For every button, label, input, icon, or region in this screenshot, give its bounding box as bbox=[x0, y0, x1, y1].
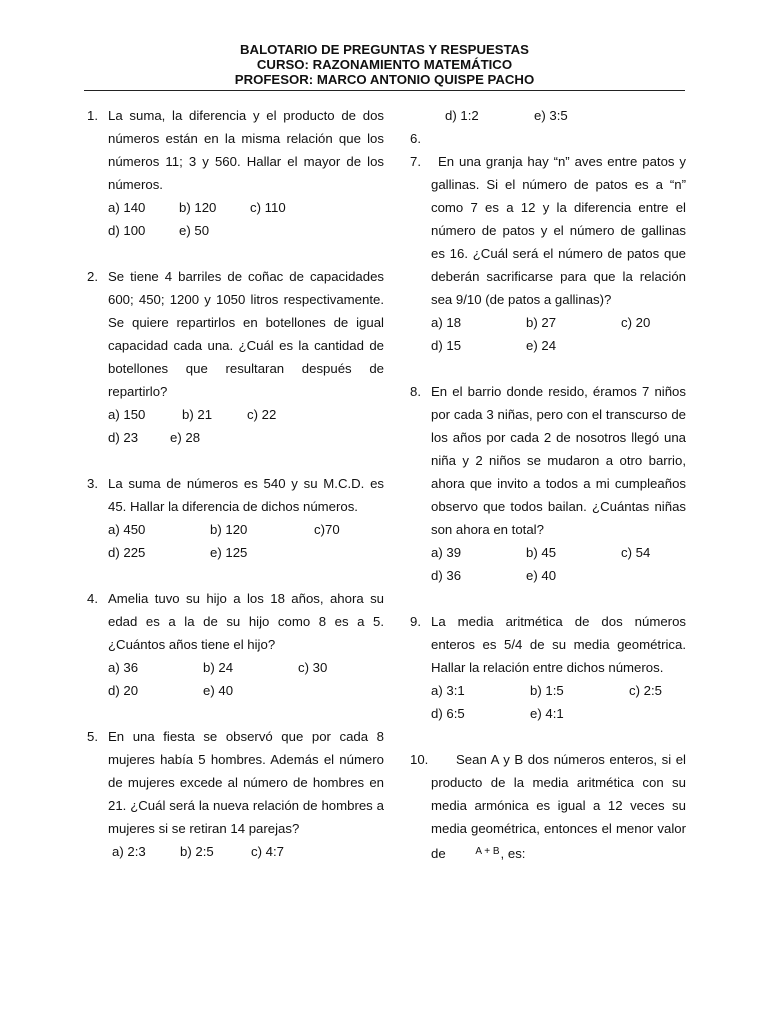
option-e: e) 125 bbox=[210, 545, 248, 560]
option-b: b) 21 bbox=[182, 407, 213, 422]
question-5 bbox=[87, 725, 384, 863]
option-e: e) 3:5 bbox=[534, 108, 568, 123]
options-row bbox=[108, 541, 384, 564]
option-b: b) 27 bbox=[526, 315, 557, 330]
question-number: 1. bbox=[87, 108, 98, 123]
header-course: CURSO: RAZONAMIENTO MATEMÁTICO bbox=[256, 57, 513, 72]
question-number: 2. bbox=[87, 269, 98, 284]
options-row bbox=[410, 334, 686, 357]
header-professor: PROFESOR: MARCO ANTONIO QUISPE PACHO bbox=[234, 72, 535, 87]
question-number: 8. bbox=[410, 384, 421, 399]
option-b: b) 120 bbox=[179, 200, 217, 215]
option-d: d) 15 bbox=[431, 338, 462, 353]
option-a: a) 450 bbox=[108, 522, 146, 537]
question-text: En una granja hay “n” aves entre patos y gallinas. Si el número de patos es a “n” como 7 es a 12 y la diferencia entre el número de patos y el número de gallinas es 16. ¿Cuál será el número de patos que deberán sacrificarse para que la relación sea 9/10 (de patos a gallinas)? bbox=[431, 154, 686, 307]
formula-a-plus-b: A + B bbox=[475, 846, 500, 857]
option-d: d) 20 bbox=[108, 683, 139, 698]
option-a: a) 3:1 bbox=[431, 683, 465, 698]
option-e: e) 28 bbox=[170, 430, 201, 445]
question-number: 3. bbox=[87, 476, 98, 491]
option-a: a) 18 bbox=[431, 315, 462, 330]
question-text: Se tiene 4 barriles de coñac de capacidades 600; 450; 1200 y 1050 litros respectivamente. Se quiere repartirlos en botellones de igual capacidad cada una. ¿Cuál es la cantidad de botellones que resultaran después de repartirlo? bbox=[108, 269, 384, 399]
question-number: 5. bbox=[87, 729, 98, 744]
question-number: 4. bbox=[87, 591, 98, 606]
question-2 bbox=[87, 265, 384, 449]
question-text: Amelia tuvo su hijo a los 18 años, ahora su edad es a la de su hijo como 8 es a 5. ¿Cuántos años tiene el hijo? bbox=[108, 591, 384, 652]
options-row bbox=[108, 518, 384, 541]
options-row bbox=[108, 426, 384, 449]
options-row bbox=[410, 679, 686, 702]
option-c: c)70 bbox=[314, 522, 340, 537]
option-c: c) 110 bbox=[250, 200, 286, 215]
question-9 bbox=[410, 610, 686, 725]
options-row bbox=[108, 196, 384, 219]
options-row bbox=[410, 104, 686, 127]
question-1 bbox=[87, 104, 384, 242]
question-8 bbox=[410, 380, 686, 587]
document-header bbox=[84, 42, 685, 87]
option-d: d) 225 bbox=[108, 545, 146, 560]
question-3 bbox=[87, 472, 384, 564]
question-number: 9. bbox=[410, 614, 421, 629]
question-text: En el barrio donde resido, éramos 7 niños por cada 3 niñas, pero con el transcurso de los años por cada 2 de nosotros llegó una niña y 2 niños se mudaron a otro barrio, ahora que invito a todos a mi cumpleaños observo que todos bailan. ¿Cuántas niñas son ahora en total? bbox=[431, 384, 686, 537]
option-c: c) 54 bbox=[621, 545, 651, 560]
options-row bbox=[108, 679, 384, 702]
options-row bbox=[410, 311, 686, 334]
question-number: 6. bbox=[410, 131, 421, 146]
question-number: 10. bbox=[410, 752, 429, 767]
header-divider bbox=[84, 90, 685, 91]
option-a: a) 2:3 bbox=[112, 844, 146, 859]
option-e: e) 50 bbox=[179, 223, 210, 238]
question-text-main: Sean A y B dos números enteros, si el producto de la media aritmética con su media armónica es igual a 12 veces su media geométrica, entonces el menor valor de bbox=[431, 752, 686, 861]
option-e: e) 40 bbox=[526, 568, 557, 583]
options-row bbox=[108, 219, 384, 242]
options-row bbox=[410, 541, 686, 564]
option-a: a) 39 bbox=[431, 545, 462, 560]
option-d: d) 36 bbox=[431, 568, 462, 583]
question-5-continued bbox=[410, 104, 686, 127]
options-row bbox=[410, 702, 686, 725]
question-6 bbox=[410, 127, 686, 150]
option-b: b) 120 bbox=[210, 522, 248, 537]
header-title: BALOTARIO DE PREGUNTAS Y RESPUESTAS bbox=[240, 42, 529, 57]
option-e: e) 24 bbox=[526, 338, 557, 353]
question-text: La suma, la diferencia y el producto de dos números están en la misma relación que los números 11; 3 y 560. Hallar el mayor de los números. bbox=[108, 108, 384, 192]
option-d: d) 1:2 bbox=[445, 108, 479, 123]
options-row bbox=[410, 564, 686, 587]
option-b: b) 2:5 bbox=[180, 844, 214, 859]
option-e: e) 4:1 bbox=[530, 706, 564, 721]
question-10 bbox=[410, 748, 686, 865]
options-row bbox=[108, 840, 384, 863]
option-d: d) 100 bbox=[108, 223, 146, 238]
option-d: d) 6:5 bbox=[431, 706, 465, 721]
option-c: c) 4:7 bbox=[251, 844, 284, 859]
option-b: b) 1:5 bbox=[530, 683, 564, 698]
option-c: c) 22 bbox=[247, 407, 277, 422]
option-e: e) 40 bbox=[203, 683, 234, 698]
question-text: En una fiesta se observó que por cada 8 mujeres había 5 hombres. Además el número de mujeres excede al número de hombres en 21. ¿Cuál será la nueva relación de hombres a mujeres si se retiran 14 parejas? bbox=[108, 729, 384, 836]
option-a: a) 140 bbox=[108, 200, 146, 215]
question-text bbox=[431, 748, 686, 865]
option-c: c) 20 bbox=[621, 315, 651, 330]
question-4 bbox=[87, 587, 384, 702]
option-d: d) 23 bbox=[108, 430, 139, 445]
question-text: La suma de números es 540 y su M.C.D. es 45. Hallar la diferencia de dichos números. bbox=[108, 476, 384, 514]
option-c: c) 2:5 bbox=[629, 683, 662, 698]
option-a: a) 150 bbox=[108, 407, 146, 422]
option-a: a) 36 bbox=[108, 660, 139, 675]
options-row bbox=[108, 656, 384, 679]
question-text: La media aritmética de dos números enteros es 5/4 de su media geométrica. Hallar la relación entre dichos números. bbox=[431, 614, 686, 675]
right-column bbox=[410, 104, 686, 865]
question-7 bbox=[410, 150, 686, 357]
question-number: 7. bbox=[410, 154, 421, 169]
option-b: b) 24 bbox=[203, 660, 234, 675]
options-row bbox=[108, 403, 384, 426]
left-column bbox=[87, 104, 384, 863]
option-c: c) 30 bbox=[298, 660, 328, 675]
question-text-end: , es: bbox=[500, 846, 526, 861]
option-b: b) 45 bbox=[526, 545, 557, 560]
